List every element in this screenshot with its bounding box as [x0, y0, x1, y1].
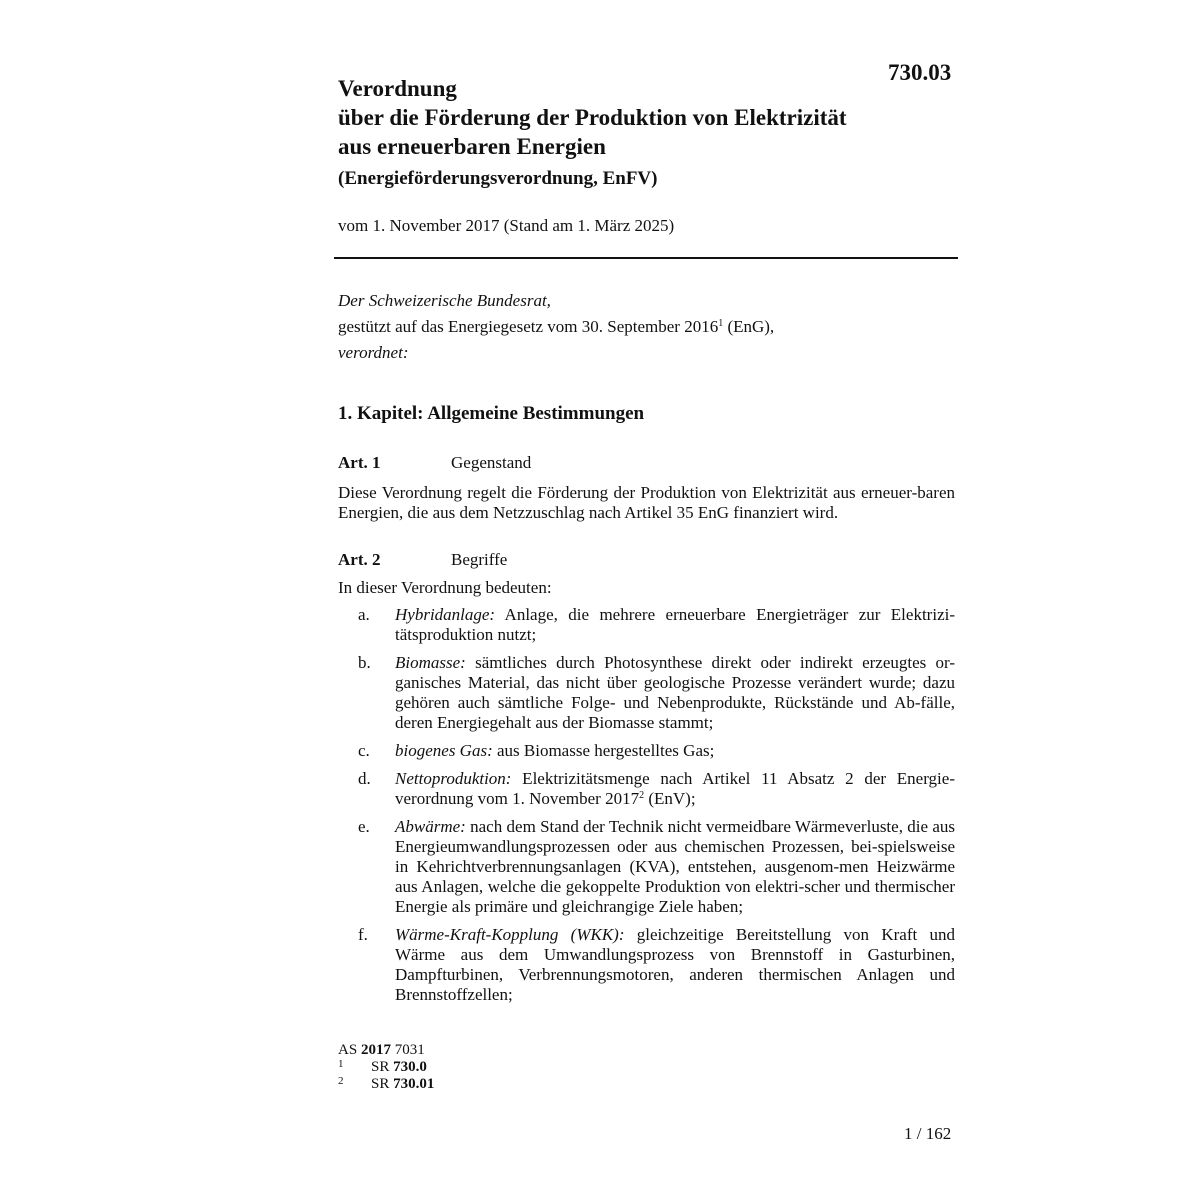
article-1-title: Gegenstand [451, 453, 532, 472]
definition-text-after: (EnV); [644, 789, 696, 808]
definition-text: nach dem Stand der Technik nicht vermeidbare Wärmeverluste, die aus Energieumwandlungsprozessen oder aus chemischen Prozessen, bei-spielsweise in Kehrichtverbrennungsanlagen (KVA), entstehen, ausgenom-men Heizwärme aus Anlagen, welche die gekoppelte Produktion von elektri-scher und thermischer Energie als primäre und gleichrangige Ziele haben; [395, 817, 955, 916]
preamble-basis [338, 314, 958, 340]
list-item-letter: a. [358, 605, 370, 624]
footnote-number: 1 [338, 1058, 344, 1070]
page-indicator: 1 / 162 [904, 1124, 952, 1143]
article-1-heading [338, 453, 531, 473]
definition-text: aus Biomasse hergestelltes Gas; [492, 741, 715, 760]
preamble-basis-suffix: (EnG), [723, 317, 775, 336]
definition-term: Biomasse: [395, 653, 466, 672]
title-line-2: über die Förderung der Produktion von Elektrizität [338, 105, 847, 130]
footnote-ref-1[interactable]: 1 [718, 318, 724, 329]
definition-term: biogenes Gas: [395, 741, 493, 760]
list-item-letter: e. [358, 817, 370, 836]
definition-term: Abwärme: [395, 817, 466, 836]
definition-term: Hybridanlage: [395, 605, 496, 624]
footnote-prefix: SR [371, 1076, 394, 1092]
title-line-1: Verordnung [338, 76, 457, 101]
header-divider [334, 257, 958, 259]
footnotes [338, 1042, 434, 1093]
footnote-number: 2 [338, 1075, 344, 1087]
date-line: vom 1. November 2017 (Stand am 1. März 2025) [338, 216, 675, 235]
chapter-heading: 1. Kapitel: Allgemeine Bestimmungen [338, 403, 645, 424]
article-2-heading [338, 550, 507, 570]
as-year: 2017 [360, 1042, 391, 1058]
preamble-authority: Der Schweizerische Bundesrat, [338, 291, 551, 310]
definition-text: Elektrizitätsmenge nach Artikel 11 Absatz 2 der Energie-verordnung vom 1. November 2017 [395, 769, 955, 808]
preamble [338, 288, 958, 366]
list-item [338, 925, 955, 1005]
footnote-1 [338, 1059, 434, 1076]
definition-text: gleichzeitige Bereitstellung von Kraft und Wärme aus dem Umwandlungsprozess von Brennstoff in Gasturbinen, Dampfturbinen, Verbrennungsmotoren, anderen thermischen Anlagen und Brennstoffzellen; [395, 925, 955, 1004]
footnote-ref[interactable]: 730.0 [393, 1059, 427, 1075]
definition-text: Anlage, die mehrere erneuerbare Energieträger zur Elektrizi-tätsproduktion nutzt; [395, 605, 955, 644]
article-2-number: Art. 2 [338, 550, 381, 569]
article-1-number: Art. 1 [338, 453, 381, 472]
footnote-prefix: SR [371, 1059, 394, 1075]
footnote-ref-2[interactable]: 2 [639, 790, 645, 801]
footnote-2 [338, 1076, 434, 1093]
article-2-intro: In dieser Verordnung bedeuten: [338, 578, 552, 597]
sr-number: 730.03 [888, 60, 952, 85]
definition-term: Nettoproduktion: [395, 769, 512, 788]
title-block [338, 74, 958, 191]
as-reference [338, 1042, 434, 1059]
as-page: 7031 [390, 1042, 425, 1058]
definition-text: sämtliches durch Photosynthese direkt oder indirekt erzeugtes or-ganisches Material, das nicht über geologische Prozesse verändert wurde; dazu gehören auch sämtliche Folge- und Nebenprodukte, Rückstände und Ab-fälle, deren Energiegehalt aus der Biomasse stammt; [395, 653, 955, 732]
list-item-letter: b. [358, 653, 371, 672]
as-prefix: AS [338, 1042, 361, 1058]
list-item-letter: c. [358, 741, 370, 760]
definition-term: Wärme-Kraft-Kopplung (WKK): [395, 925, 625, 944]
preamble-basis-text: gestützt auf das Energiegesetz vom 30. September 2016 [338, 317, 719, 336]
list-item-letter: f. [358, 925, 368, 944]
title-line-3: aus erneuerbaren Energien [338, 134, 606, 159]
article-1-text: Diese Verordnung regelt die Förderung der Produktion von Elektrizität aus erneuer-baren Energien, die aus dem Netzzuschlag nach Artikel 35 EnG finanziert wird. [338, 483, 955, 522]
short-title: (Energieförderungsverordnung, EnFV) [338, 168, 658, 189]
list-item [338, 769, 955, 809]
list-item [338, 653, 955, 733]
list-item [338, 817, 955, 917]
preamble-verb: verordnet: [338, 343, 409, 362]
list-item [338, 741, 955, 761]
article-2-title: Begriffe [451, 550, 508, 569]
list-item-letter: d. [358, 769, 371, 788]
footnote-ref[interactable]: 730.01 [393, 1076, 435, 1092]
definitions-list [338, 605, 955, 1013]
list-item [338, 605, 955, 645]
